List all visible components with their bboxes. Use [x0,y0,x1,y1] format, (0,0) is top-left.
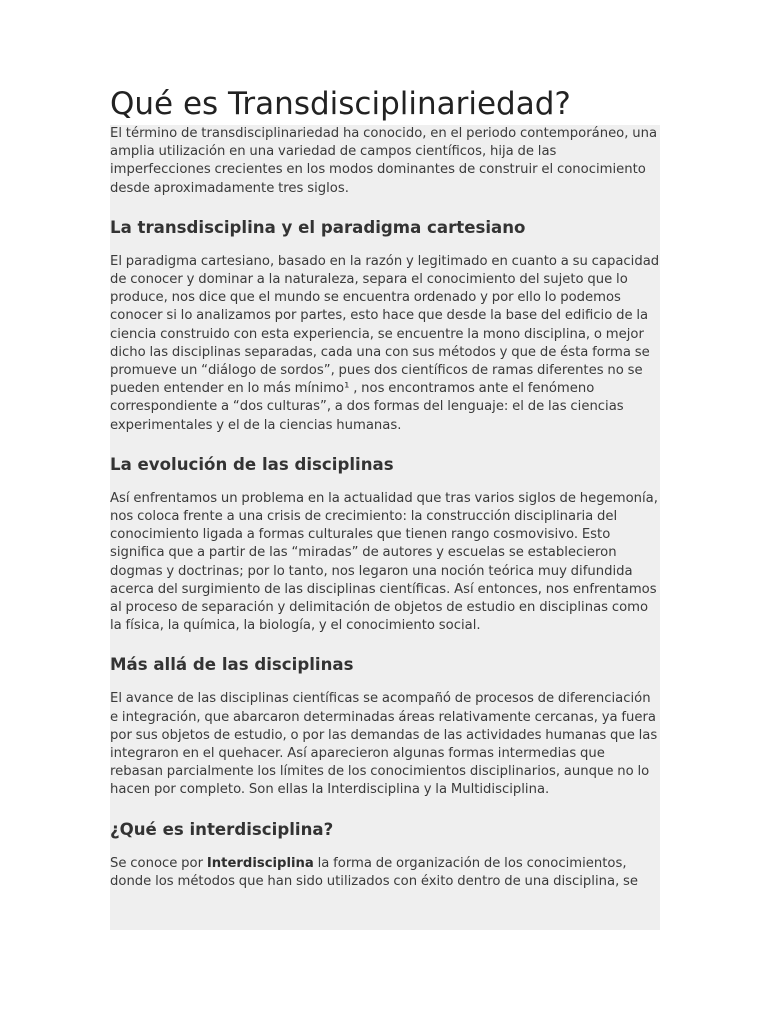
section-heading-evolucion-disciplinas: La evolución de las disciplinas [110,454,394,474]
section-heading-interdisciplina: ¿Qué es interdisciplina? [110,819,334,839]
interdisciplina-prefix: Se conoce por [110,855,207,871]
section-paragraph-evolucion-disciplinas: Así enfrentamos un problema en la actualidad que tras varios siglos de hegemonía, nos coloca frente a una crisis de crecimiento: la construcción disciplinaria del conocimiento ligada a formas culturales que tienen rango cosmovisivo. Esto significa que a partir de las “miradas” de autores y escuelas se establecieron dogmas y doctrinas; por lo tanto, nos legaron una noción teórica muy difundida acerca del surgimiento de las disciplinas científicas. Así entonces, nos enfrentamos al proceso de separación y delimitación de objetos de estudio en disciplinas como la física, la química, la biología, y el conocimiento social. [110,490,658,634]
section-heading-paradigma-cartesiano: La transdisciplina y el paradigma cartesiano [110,217,526,237]
section-heading-mas-alla: Más allá de las disciplinas [110,655,354,675]
section-paragraph-paradigma-cartesiano: El paradigma cartesiano, basado en la razón y legitimado en cuanto a su capacidad de conocer y dominar a la naturaleza, separa el conocimiento del sujeto que lo produce, nos dice que el mundo se encuentra ordenado y por ello lo podemos conocer si lo analizamos por partes, esto hace que desde la base del edificio de la ciencia construido con esta experiencia, se encuentre la mono disciplina, o mejor dicho las disciplinas separadas, cada una con sus métodos y que de ésta forma se promueve un “diálogo de sordos”, pues dos científicos de ramas diferentes no se pueden entender en lo más mínimo¹ , nos encontramos ante el fenómeno correspondiente a “dos culturas”, a dos formas del lenguaje: el de las ciencias experimentales y el de la ciencias humanas. [110,253,660,433]
section-paragraph-interdisciplina [110,855,660,891]
interdisciplina-rest: la forma de organización de los conocimientos, donde los métodos que han sido utilizados con éxito dentro de una disciplina, se [110,855,639,889]
article-body [110,125,660,930]
page-title: Qué es Transdisciplinariedad? [110,86,571,122]
interdisciplina-term: Interdisciplina [206,855,314,871]
section-paragraph-mas-alla: El avance de las disciplinas científicas se acompañó de procesos de diferenciación e integración, que abarcaron determinadas áreas relativamente cercanas, ya fuera por sus objetos de estudio, o por las demandas de las actividades humanas que las integraron en el quehacer. Así aparecieron algunas formas intermedias que rebasan parcialmente los límites de los conocimientos disciplinarios, aunque no lo hacen por completo. Son ellas la Interdisciplina y la Multidisciplina. [110,691,658,798]
intro-paragraph: El término de transdisciplinariedad ha conocido, en el periodo contemporáneo, una amplia utilización en una variedad de campos científicos, hija de las imperfecciones crecientes en los modos dominantes de construir el conocimiento desde aproximadamente tres siglos. [110,126,658,196]
